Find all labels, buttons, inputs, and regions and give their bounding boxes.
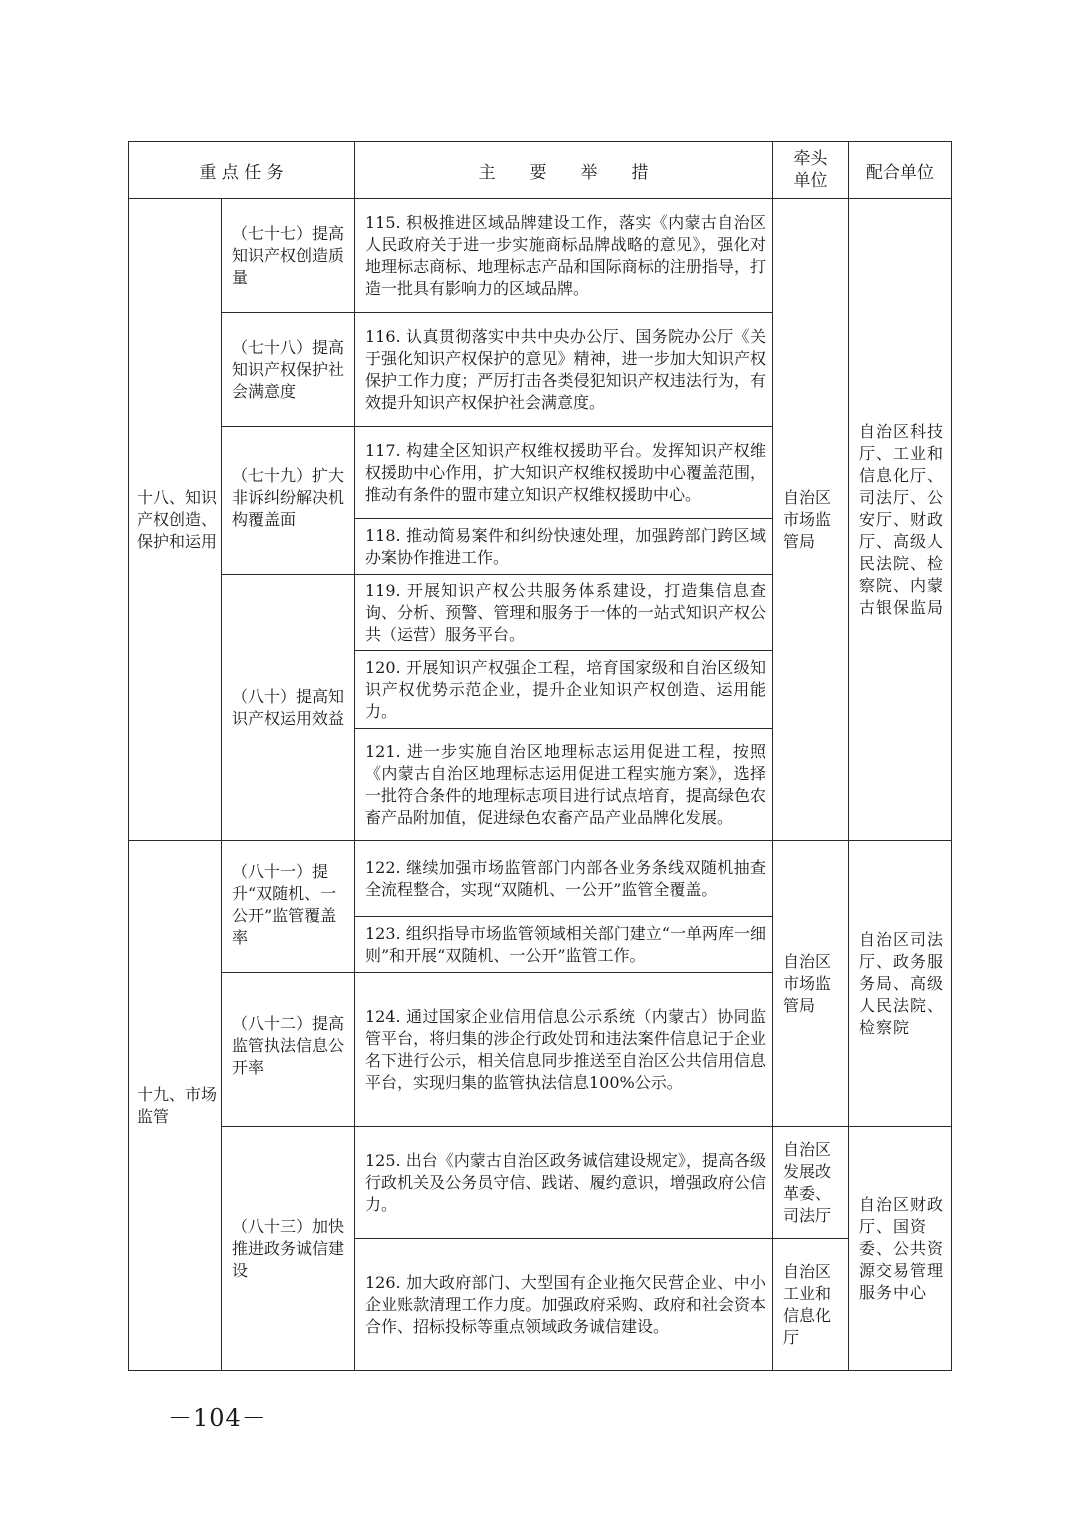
measure-cell [355, 651, 773, 729]
subtask-cell [222, 313, 355, 427]
category-cell [129, 841, 222, 1371]
cooperating-unit-19a: 自治区司法厅、政务服务局、高级人民法院、检察院 [859, 929, 945, 1037]
measure-115: 115. 积极推进区域品牌建设工作，落实《内蒙古自治区人民政府关于进一步实施商标品牌战略的意见》，强化对地理标志商标、地理标志产品和国际商标的注册指导，打造一批具有影响力的区域品牌。 [365, 212, 766, 298]
table-row [129, 841, 952, 917]
measure-119: 119. 开展知识产权公共服务体系建设，打造集信息查询、分析、预警、管理和服务于一体的一站式知识产权公共（运营）服务平台。 [365, 580, 766, 644]
task-table [128, 141, 952, 1371]
measure-cell [355, 973, 773, 1127]
header-main-measures: 主 要 举 措 [355, 142, 773, 199]
lead-unit-19b2: 自治区工业和信息化厅 [783, 1261, 832, 1347]
subtask-cell [222, 199, 355, 313]
measure-cell [355, 427, 773, 519]
measure-cell [355, 199, 773, 313]
measure-125: 125. 出台《内蒙古自治区政务诚信建设规定》，提高各级行政机关及公务员守信、践诺、履约意识，增强政府公信力。 [365, 1150, 766, 1214]
measure-cell [355, 729, 773, 841]
header-lead-unit [773, 142, 849, 199]
lead-unit-19a: 自治区市场监管局 [783, 951, 832, 1015]
measure-122: 122. 继续加强市场监管部门内部各业务条线双随机抽查全流程整合，实现“双随机、一公开”监管全覆盖。 [365, 857, 766, 899]
subtask-cell [222, 427, 355, 575]
measure-cell [355, 917, 773, 973]
measure-123: 123. 组织指导市场监管领域相关部门建立“一单两库一细则”和开展“双随机、一公开”监管工作。 [365, 923, 766, 965]
measure-cell [355, 519, 773, 575]
measure-120: 120. 开展知识产权强企工程，培育国家级和自治区级知识产权优势示范企业，提升企业知识产权创造、运用能力。 [365, 657, 766, 721]
measure-cell [355, 575, 773, 651]
table-header-row [129, 142, 952, 199]
subtask-80: （八十）提高知识产权运用效益 [232, 686, 345, 728]
measure-cell [355, 313, 773, 427]
subtask-cell [222, 575, 355, 841]
measure-cell [355, 841, 773, 917]
lead-unit-cell [773, 1127, 849, 1239]
cooperating-unit-cell [849, 199, 952, 841]
category-18: 十八、知识产权创造、保护和运用 [137, 487, 218, 551]
measure-cell [355, 1127, 773, 1239]
measure-124: 124. 通过国家企业信用信息公示系统（内蒙古）协同监管平台，将归集的涉企行政处罚和违法案件信息记于企业名下进行公示，相关信息同步推送至自治区公共信用信息平台，实现归集的监管执法信息100%公示。 [365, 1006, 766, 1092]
measure-117: 117. 构建全区知识产权维权援助平台。发挥知识产权维权援助中心作用，扩大知识产权维权援助中心覆盖范围，推动有条件的盟市建立知识产权维权援助中心。 [365, 440, 766, 504]
cooperating-unit-18: 自治区科技厅、工业和信息化厅、司法厅、公安厅、财政厅、高级人民法院、检察院、内蒙古银保监局 [859, 421, 945, 617]
header-key-task: 重 点 任 务 [129, 142, 355, 199]
lead-unit-cell [773, 1239, 849, 1371]
measure-cell [355, 1239, 773, 1371]
header-lead-unit-text: 牵头单位 [793, 149, 828, 191]
lead-unit-19b1: 自治区发展改革委、司法厅 [783, 1139, 832, 1225]
subtask-cell [222, 841, 355, 973]
subtask-78: （七十八）提高知识产权保护社会满意度 [232, 338, 345, 401]
measure-116: 116. 认真贯彻落实中共中央办公厅、国务院办公厅《关于强化知识产权保护的意见》精神，进一步加大知识产权保护工作力度；严厉打击各类侵犯知识产权违法行为，有效提升知识产权保护社会满意度。 [365, 326, 766, 412]
subtask-cell [222, 1127, 355, 1371]
table-row [129, 1127, 952, 1239]
category-cell [129, 199, 222, 841]
cooperating-unit-cell [849, 1127, 952, 1371]
lead-unit-cell [773, 199, 849, 841]
lead-unit-18: 自治区市场监管局 [783, 487, 832, 551]
measure-121: 121. 进一步实施自治区地理标志运用促进工程，按照《内蒙古自治区地理标志运用促进工程实施方案》，选择一批符合条件的地理标志项目进行试点培育，提高绿色农畜产品附加值，促进绿色农畜产品产业品牌化发展。 [365, 741, 766, 827]
subtask-83: （八十三）加快推进政务诚信建设 [232, 1216, 345, 1280]
subtask-77: （七十七）提高知识产权创造质量 [232, 224, 345, 287]
subtask-79: （七十九）扩大非诉纠纷解决机构覆盖面 [232, 466, 345, 529]
page-number: －104－ [168, 1404, 267, 1432]
category-19: 十九、市场监管 [137, 1084, 218, 1126]
subtask-81: （八十一）提升“双随机、一公开”监管覆盖率 [232, 862, 337, 947]
lead-unit-cell [773, 841, 849, 1127]
cooperating-unit-cell [849, 841, 952, 1127]
header-cooperating-unit: 配合单位 [849, 142, 952, 199]
measure-118: 118. 推动简易案件和纠纷快速处理，加强跨部门跨区域办案协作推进工作。 [365, 525, 766, 567]
subtask-82: （八十二）提高监管执法信息公开率 [232, 1014, 345, 1077]
subtask-cell [222, 973, 355, 1127]
cooperating-unit-19b: 自治区财政厅、国资委、公共资源交易管理服务中心 [859, 1194, 945, 1302]
measure-126: 126. 加大政府部门、大型国有企业拖欠民营企业、中小企业账款清理工作力度。加强政府采购、政府和社会资本合作、招标投标等重点领域政务诚信建设。 [365, 1272, 766, 1336]
table-row [129, 199, 952, 313]
